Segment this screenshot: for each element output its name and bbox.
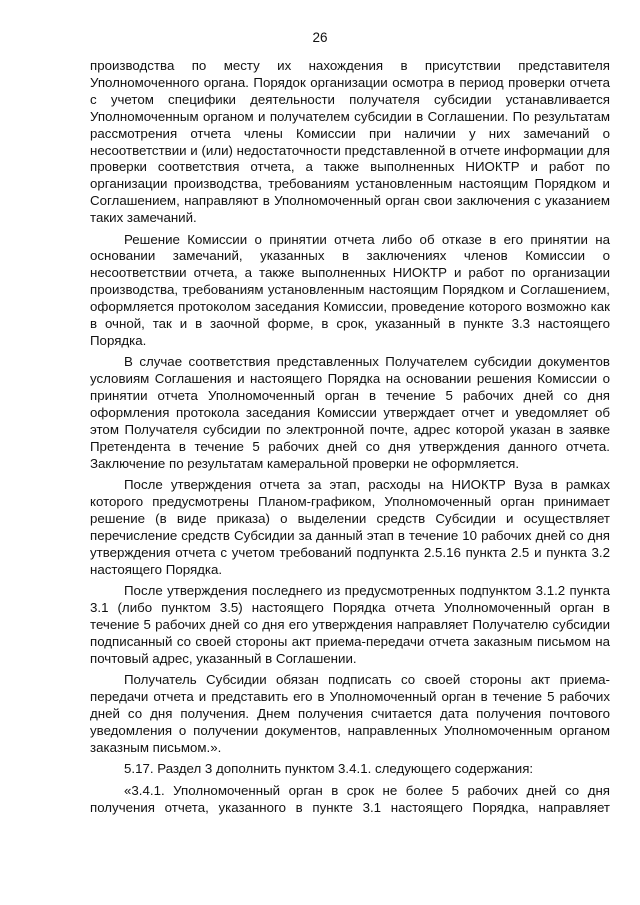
paragraph-report-approval: В случае соответствия представленных Получателем субсидии документов условиям Соглашения и настоящего Порядка на основании решения Комиссии о принятии отчета Уполномоченный орган в течение 5 рабочих дней со дня оформления протокола заседания Комиссии утверждает отчет и уведомляет об этом Получателя субсидии по электронной почте, адрес которой указан в заявке Претендента в течение 5 рабочих дней со дня утверждения данного отчета. Заключение по результатам камеральной проверки не оформляется. [90, 354, 610, 471]
paragraph-continuation: производства по месту их нахождения в присутствии представителя Уполномоченного органа. Порядок организации осмотра в период проверки отчета с учетом специфики деятельности получателя субсидии устанавливается Уполномоченным органом и получателем субсидии в Соглашении. По результатам рассмотрения отчета члены Комиссии при наличии у них замечаний о несоответствии и (или) недостаточности представленной в отчете информации для проверки соответствия отчета, а также выполненных НИОКТР и работ по организации производства, требованиям установленным настоящим Порядком и Соглашением, направляют в Уполномоченный орган свои заключения с указанием таких замечаний. [90, 58, 610, 226]
paragraph-amendment-5-17: 5.17. Раздел 3 дополнить пунктом 3.4.1. следующего содержания: [124, 761, 534, 777]
paragraph-acceptance-act: После утверждения последнего из предусмотренных подпунктом 3.1.2 пункта 3.1 (либо пунктом 3.5) настоящего Порядка отчета Уполномоченный орган в течение 5 рабочих дней со дня его утверждения направляет Получателю субсидии подписанный со своей стороны акт приема-передачи отчета заказным письмом на почтовый адрес, указанный в Соглашении. [90, 583, 610, 666]
document-body [90, 58, 610, 821]
paragraph-commission-decision: Решение Комиссии о принятии отчета либо об отказе в его принятии на основании замечаний, указанных в заключениях членов Комиссии о несоответствии отчета, а также выполненных НИОКТР и работ по организации производства, требованиям установленным настоящим Порядком и Соглашением, оформляется протоколом заседания Комиссии, проведение которого возможно как в очной, так и в заочной форме, в срок, указанный в пункте 3.3 настоящего Порядка. [90, 231, 610, 348]
paragraph-clause-3-4-1: «3.4.1. Уполномоченный орган в срок не более 5 рабочих дней со дня получения отчета, указанного в пункте 3.1 настоящего Порядка, направляет [90, 782, 610, 815]
page-number: 26 [312, 30, 328, 45]
paragraph-recipient-obligation: Получатель Субсидии обязан подписать со своей стороны акт приема-передачи отчета и представить его в Уполномоченный орган в течение 5 рабочих дней со дня получения. Днем получения считается дата получения почтового уведомления о получении документов, направленных Уполномоченным органом заказным письмом.». [90, 672, 610, 755]
paragraph-subsidy-transfer: После утверждения отчета за этап, расходы на НИОКТР Вуза в рамках которого предусмотрены Планом-графиком, Уполномоченный орган принимает решение (в виде приказа) о выделении средств Субсидии и осуществляет перечисление средств Субсидии за данный этап в течение 10 рабочих дней со дня утверждения отчета с учетом требований подпункта 2.5.16 пункта 2.5 и пункта 3.2 настоящего Порядка. [90, 477, 610, 577]
